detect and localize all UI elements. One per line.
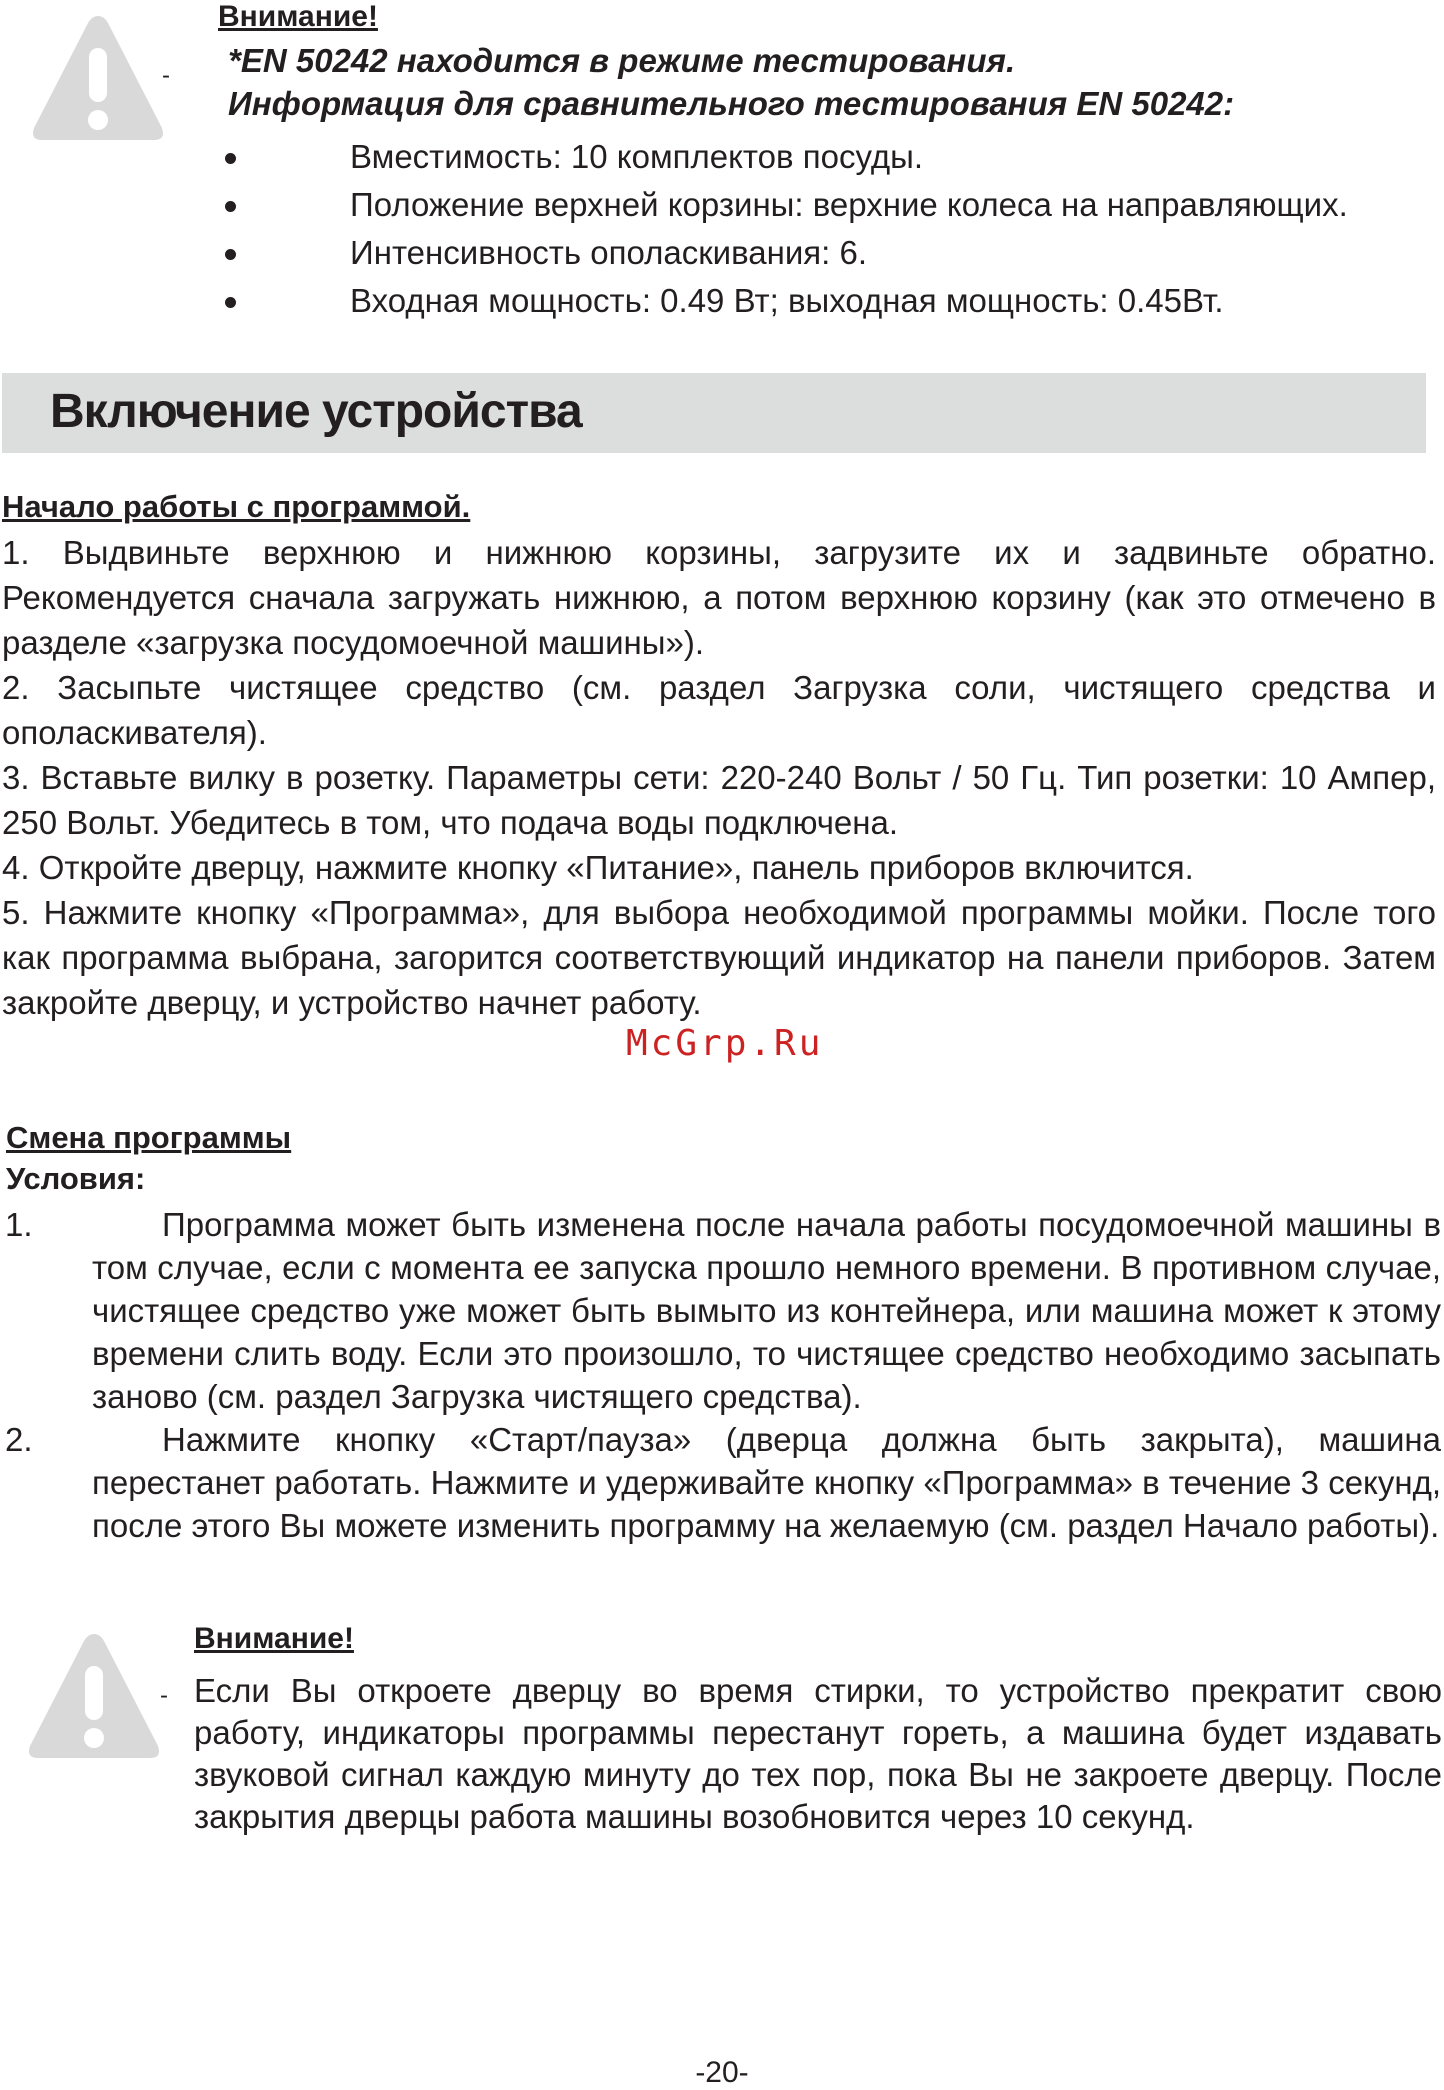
list-item: Положение верхней корзины: верхние колеса на направляющих. — [225, 181, 1425, 229]
step-item: 3. Вставьте вилку в розетку. Параметры сети: 220-240 Вольт / 50 Гц. Тип розетки: 10 Ампер, 250 Вольт. Убедитесь в том, что подача воды подключена. — [2, 759, 1436, 841]
step-item: 1. Выдвиньте верхнюю и нижнюю корзины, загрузите их и задвиньте обратно. Рекомендуется сначала загружать нижнюю, а потом верхнюю корзину (как это отмечено в разделе «загрузка посудомоечной машины»). — [2, 534, 1436, 661]
item-text: Программа может быть изменена после начала работы посудомоечной машины в том случае, если с момента ее запуска прошло немного времени. В противном случае, чистящее средство уже может быть вымыто из контейнера, или машина может к этому времени слить воду. Если это произошло, то чистящее средство необходимо засыпать заново (см. раздел Загрузка чистящего средства). — [92, 1206, 1441, 1415]
step-item: 4. Откройте дверцу, нажмите кнопку «Питание», панель приборов включится. — [2, 849, 1194, 886]
list-item — [0, 1418, 1441, 1547]
list-item: Вместимость: 10 комплектов посуды. — [225, 133, 1425, 181]
warning-dash: - — [162, 62, 170, 89]
step-item: 5. Нажмите кнопку «Программа», для выбора необходимой программы мойки. После того как программа выбрана, загорится соответствующий индикатор на панели приборов. Затем закройте дверцу, и устройство начнет работу. — [2, 894, 1436, 1021]
warning-title: Внимание! — [218, 0, 378, 33]
change-list — [0, 1203, 1441, 1547]
warning-dash: - — [160, 1682, 168, 1709]
bullet-icon — [225, 249, 236, 260]
standard-note-line: *EN 50242 находится в режиме тестирования. — [228, 42, 1016, 79]
page-number: -20- — [695, 2056, 749, 2089]
item-text: Нажмите кнопку «Старт/пауза» (дверца должна быть закрыта), машина перестанет работать. Нажмите и удерживайте кнопку «Программа» в течение 3 секунд, после этого Вы можете изменить программу на желаемую (см. раздел Начало работы). — [92, 1421, 1441, 1544]
section-title: Включение устройства — [50, 385, 582, 438]
test-info-list — [225, 133, 1425, 325]
list-item — [0, 1203, 1441, 1418]
warning-triangle-icon — [28, 10, 168, 146]
bullet-icon — [225, 201, 236, 212]
warning-text: Если Вы откроете дверцу во время стирки, то устройство прекратит свою работу, индикаторы программы перестанут гореть, а машина будет издавать звуковой сигнал каждую минуту до тех пор, пока Вы не закроете дверцу. После закрытия дверцы работа машины возобновится через 10 секунд. — [194, 1672, 1442, 1835]
warning-triangle-icon — [24, 1628, 164, 1764]
item-number: 1. — [5, 1206, 33, 1243]
change-heading: Смена программы — [6, 1120, 292, 1155]
bullet-icon — [225, 297, 236, 308]
bullet-icon — [225, 153, 236, 164]
list-item: Интенсивность ополаскивания: 6. — [225, 229, 1425, 277]
warning-title: Внимание! — [194, 1622, 354, 1655]
list-item: Входная мощность: 0.49 Вт; выходная мощность: 0.45Вт. — [225, 277, 1425, 325]
standard-info-line: Информация для сравнительного тестирования EN 50242: — [228, 85, 1235, 122]
step-item: 2. Засыпьте чистящее средство (см. раздел Загрузка соли, чистящего средства и ополаскивателя). — [2, 669, 1436, 751]
watermark: McGrp.Ru — [626, 1023, 824, 1064]
start-steps — [2, 530, 1436, 1025]
start-heading: Начало работы с программой. — [2, 489, 471, 524]
conditions-label: Условия: — [6, 1161, 146, 1196]
item-number: 2. — [5, 1421, 33, 1458]
